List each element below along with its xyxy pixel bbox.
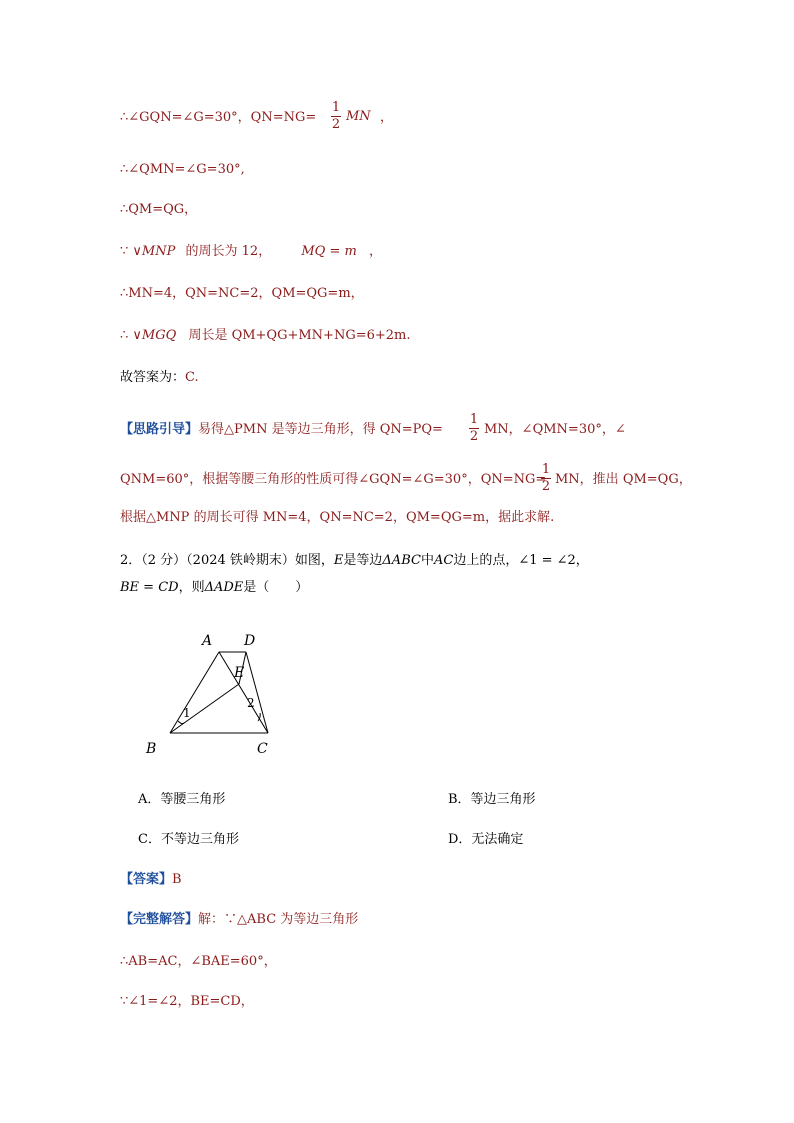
segment-be bbox=[170, 684, 239, 733]
solution-line-3 bbox=[120, 994, 254, 1010]
proof-line-4 bbox=[120, 244, 382, 260]
guide-line-1-text: 易得△PMN 是等边三角形，得 QN=PQ= bbox=[198, 422, 443, 437]
question-blank: 是（ ） bbox=[243, 580, 309, 595]
proof-line-6 bbox=[120, 328, 411, 344]
variable-mn: MN bbox=[346, 109, 371, 124]
option-b[interactable] bbox=[448, 792, 536, 808]
triangle-mgq: ∨MGQ bbox=[132, 328, 177, 343]
fraction-one-half-2 bbox=[469, 413, 479, 444]
guide-line-1 bbox=[120, 422, 443, 438]
solution-line-1-text: 解：∵△ABC 为等边三角形 bbox=[198, 912, 359, 927]
option-d-label: D．无法确定 bbox=[448, 832, 524, 847]
proof-line-5 bbox=[120, 286, 364, 302]
answer-value: C. bbox=[185, 370, 199, 385]
solution-line-2 bbox=[120, 954, 277, 970]
side-ac: AC bbox=[433, 553, 454, 568]
question-line-1 bbox=[120, 553, 589, 569]
guide-tag: 【思路引导】 bbox=[120, 422, 199, 437]
guide-line-2-rest: MN，推出 QM=QG， bbox=[555, 472, 692, 487]
solution-line-3-text: ∵∠1=∠2，BE=CD， bbox=[120, 994, 254, 1009]
fraction-one-half-3 bbox=[541, 463, 551, 494]
fraction-denominator: 2 bbox=[469, 429, 479, 444]
guide-line-2-b bbox=[555, 472, 692, 488]
question-text: 是等边 bbox=[343, 553, 383, 568]
solution-tag: 【完整解答】 bbox=[120, 912, 199, 927]
proof-line-1 bbox=[120, 110, 316, 126]
angle-1-arc bbox=[178, 721, 184, 724]
fraction-numerator: 1 bbox=[469, 412, 479, 427]
guide-line-3 bbox=[120, 510, 554, 526]
fraction-numerator: 1 bbox=[541, 462, 551, 477]
question-text: 中 bbox=[420, 553, 434, 568]
guide-line-3-text: 根据△MNP 的周长可得 MN=4，QN=NC=2，QM=QG=m，据此求解. bbox=[120, 510, 555, 525]
fraction-one-half-1 bbox=[331, 101, 341, 132]
label-d: D bbox=[244, 633, 256, 649]
answer-value: B bbox=[172, 872, 182, 887]
equation-mq: MQ = m bbox=[301, 244, 357, 259]
answer-label: 故答案为： bbox=[120, 370, 186, 385]
fraction-denominator: 2 bbox=[541, 479, 551, 494]
option-a[interactable] bbox=[138, 792, 225, 808]
geometry-figure bbox=[140, 625, 290, 765]
segment-ab bbox=[170, 652, 219, 733]
punctuation: ， bbox=[380, 110, 394, 125]
guide-line-1-b bbox=[484, 422, 626, 438]
guide-line-2-text: QNM=60°，根据等腰三角形的性质可得∠GQN=∠G=30°，QN=NG= bbox=[120, 472, 547, 487]
label-c: C bbox=[257, 741, 268, 757]
fraction-denominator: 2 bbox=[331, 117, 341, 132]
option-a-label: A．等腰三角形 bbox=[138, 792, 226, 807]
fraction-numerator: 1 bbox=[331, 100, 341, 115]
label-e: E bbox=[234, 665, 245, 681]
option-c[interactable] bbox=[138, 832, 239, 848]
question-line-2 bbox=[120, 580, 308, 596]
proof-line-3-text: ∴QM=QG， bbox=[120, 202, 198, 217]
proof-line-3 bbox=[120, 202, 197, 218]
guide-line-1-rest: MN，∠QMN=30°，∠ bbox=[484, 422, 626, 437]
option-b-label: B．等边三角形 bbox=[448, 792, 536, 807]
proof-line-2-text: ∴∠QMN=∠G=30°, bbox=[120, 162, 245, 177]
equation-be-cd: BE = CD bbox=[120, 580, 179, 595]
label-b: B bbox=[146, 741, 157, 757]
label-angle-1: 1 bbox=[183, 706, 191, 720]
option-c-label: C．不等边三角形 bbox=[138, 832, 239, 847]
perimeter-text: 的周长为 12， bbox=[185, 244, 272, 259]
proof-line-1-text: ∴∠GQN=∠G=30°，QN=NG= bbox=[120, 110, 317, 125]
guide-line-2 bbox=[120, 472, 546, 488]
option-d[interactable] bbox=[448, 832, 523, 848]
punctuation: ， bbox=[368, 244, 382, 259]
question-number-source: 2．（2 分）（2024 铁岭期末）如图， bbox=[120, 553, 334, 568]
question-text: ，则 bbox=[178, 580, 205, 595]
answer-line bbox=[120, 872, 182, 888]
segment-dc bbox=[246, 652, 268, 733]
proof-line-1-end bbox=[380, 110, 393, 126]
answer-tag: 【答案】 bbox=[120, 872, 173, 887]
perimeter-result: 周长是 QM+QG+MN+NG=6+2m. bbox=[188, 328, 411, 343]
therefore-symbol: ∴ bbox=[120, 328, 129, 343]
triangle-abc: ΔABC bbox=[382, 553, 421, 568]
label-angle-2: 2 bbox=[247, 696, 255, 710]
proof-line-2 bbox=[120, 162, 245, 178]
triangle-mnp: ∨MNP bbox=[132, 244, 176, 259]
proof-line-1-var bbox=[346, 109, 371, 125]
question-text: 边上的点，∠1 = ∠2， bbox=[453, 553, 589, 568]
label-a: A bbox=[202, 633, 213, 649]
proof-line-5-text: ∴MN=4，QN=NC=2，QM=QG=m， bbox=[120, 286, 364, 301]
proof-line-7 bbox=[120, 370, 199, 386]
solution-line-1 bbox=[120, 912, 358, 928]
solution-line-2-text: ∴AB=AC，∠BAE=60°， bbox=[120, 954, 277, 969]
triangle-ade: ΔADE bbox=[204, 580, 244, 595]
point-e: E bbox=[333, 553, 344, 568]
because-symbol: ∵ bbox=[120, 244, 129, 259]
